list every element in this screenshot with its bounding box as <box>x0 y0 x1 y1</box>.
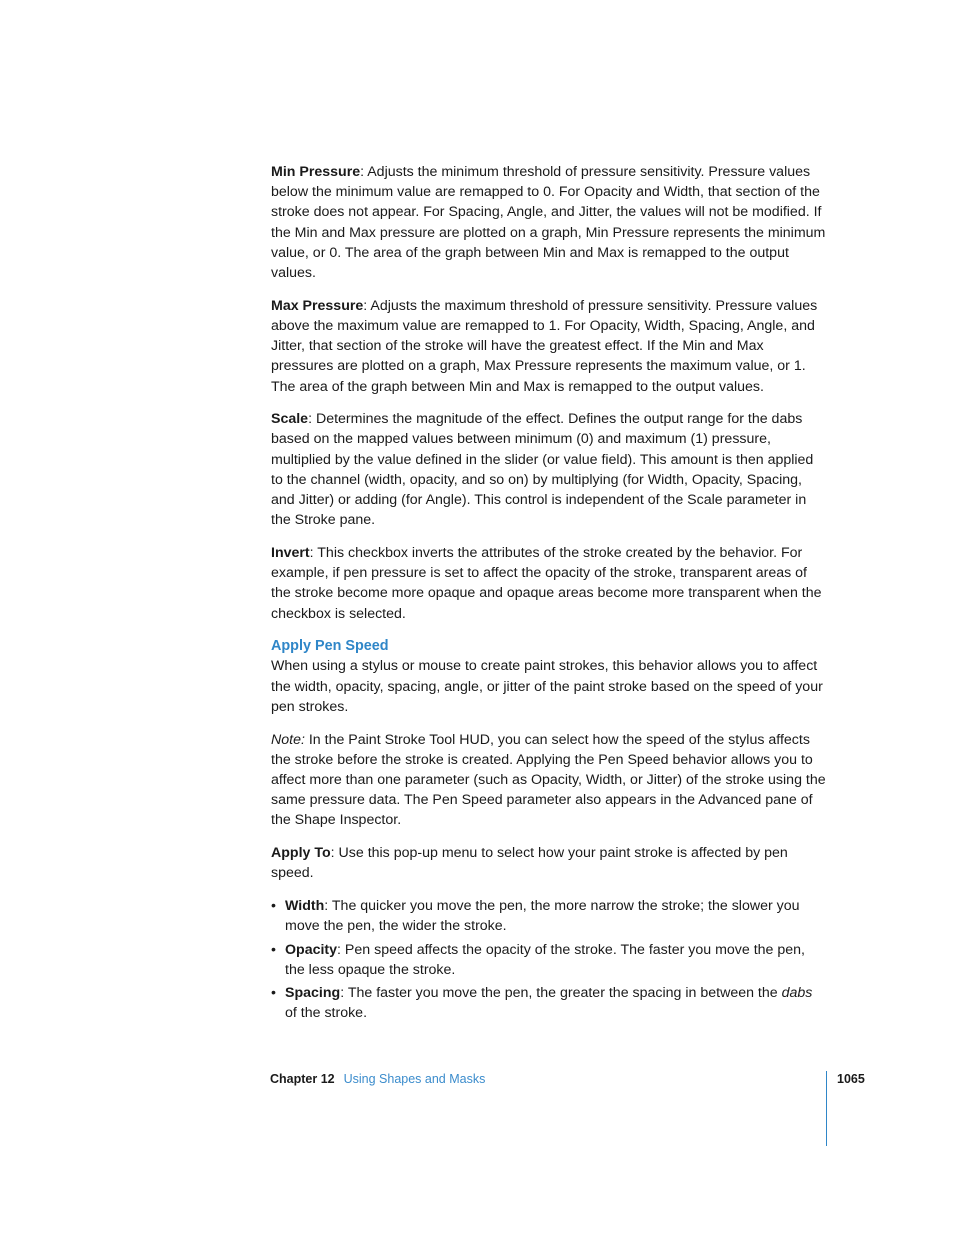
scale-description: : Determines the magnitude of the effect. Defines the output range for the dabs based on the mapped values between minimum (0) and maximum (1) pressure, multiplied by the value defined in the slider (or value field). This amount is then applied to the channel (width, opacity, and so on) by multiplying (for Width, Opacity, Spacing, and Jitter) or adding (for Angle). This control is independent of the Scale parameter in the Stroke pane. <box>271 411 814 529</box>
list-item-opacity <box>271 940 827 980</box>
invert-paragraph <box>271 543 827 624</box>
min-pressure-paragraph <box>271 162 827 283</box>
term-invert: Invert <box>271 544 310 561</box>
apply-to-options-list <box>271 896 827 1024</box>
term-max-pressure: Max Pressure <box>271 297 364 314</box>
page-footer <box>270 1072 485 1086</box>
term-apply-to: Apply To <box>271 845 331 862</box>
max-pressure-description: : Adjusts the maximum threshold of pressure sensitivity. Pressure values above the maximum value are remapped to 1. For Opacity, Width, Spacing, Angle, and Jitter, that section of the stroke will have the greatest effect. If the Min and Max pressures are plotted on a graph, Max Pressure represents the maximum value, or 1. The area of the graph between Min and Max is remapped to the output values. <box>271 297 818 395</box>
page-body <box>271 162 827 1027</box>
section-intro: When using a stylus or mouse to create paint strokes, this behavior allows you to affect the width, opacity, spacing, angle, or jitter of the paint stroke based on the speed of your pen strokes. <box>271 658 823 715</box>
term-opacity: Opacity <box>285 941 338 958</box>
footer-divider <box>826 1071 827 1146</box>
term-spacing: Spacing <box>285 985 341 1002</box>
section-heading: Apply Pen Speed <box>271 638 389 655</box>
invert-description: : This checkbox inverts the attributes of the stroke created by the behavior. For example, if pen pressure is set to affect the opacity of the stroke, transparent areas of the stroke become more opaque and opaque areas become more transparent when the checkbox is selected. <box>271 544 822 622</box>
page-number: 1065 <box>837 1072 865 1086</box>
spacing-description-tail: of the stroke. <box>285 1005 368 1022</box>
term-scale: Scale <box>271 411 309 428</box>
note-text: In the Paint Stroke Tool HUD, you can select how the speed of the stylus affects the stroke before the stroke is created. Applying the Pen Speed behavior allows you to affect more than one parameter (such as Opacity, Width, or Jitter) of the stroke using the same pressure data. The Pen Speed parameter also appears in the Advanced pane of the Shape Inspector. <box>271 731 826 829</box>
width-description: : The quicker you move the pen, the more narrow the stroke; the slower you move the pen, the wider the stroke. <box>285 898 800 935</box>
apply-to-description: : Use this pop-up menu to select how your paint stroke is affected by pen speed. <box>271 845 788 882</box>
max-pressure-paragraph <box>271 296 827 397</box>
opacity-description: : Pen speed affects the opacity of the stroke. The faster you move the pen, the less opaque the stroke. <box>285 941 805 978</box>
term-width: Width <box>285 898 325 914</box>
spacing-italic-term: dabs <box>781 985 813 1002</box>
note-paragraph <box>271 730 827 831</box>
list-item-spacing <box>271 983 827 1023</box>
scale-paragraph <box>271 409 827 530</box>
apply-to-paragraph <box>271 843 827 883</box>
list-item-width <box>271 896 827 936</box>
term-min-pressure: Min Pressure <box>271 164 361 180</box>
chapter-title-link[interactable]: Using Shapes and Masks <box>343 1072 486 1086</box>
spacing-description: : The faster you move the pen, the greater the spacing in between the <box>340 985 782 1002</box>
note-label: Note: <box>271 731 305 748</box>
chapter-label: Chapter 12 <box>270 1072 335 1086</box>
min-pressure-description: : Adjusts the minimum threshold of pressure sensitivity. Pressure values below the minimum value are remapped to 0. For Opacity and Width, that section of the stroke does not appear. For Spacing, Angle, and Jitter, the values will not be modified. If the Min and Max pressure are plotted on a graph, Min Pressure represents the minimum value, or 0. The area of the graph between Min and Max is remapped to the output values. <box>271 164 826 282</box>
